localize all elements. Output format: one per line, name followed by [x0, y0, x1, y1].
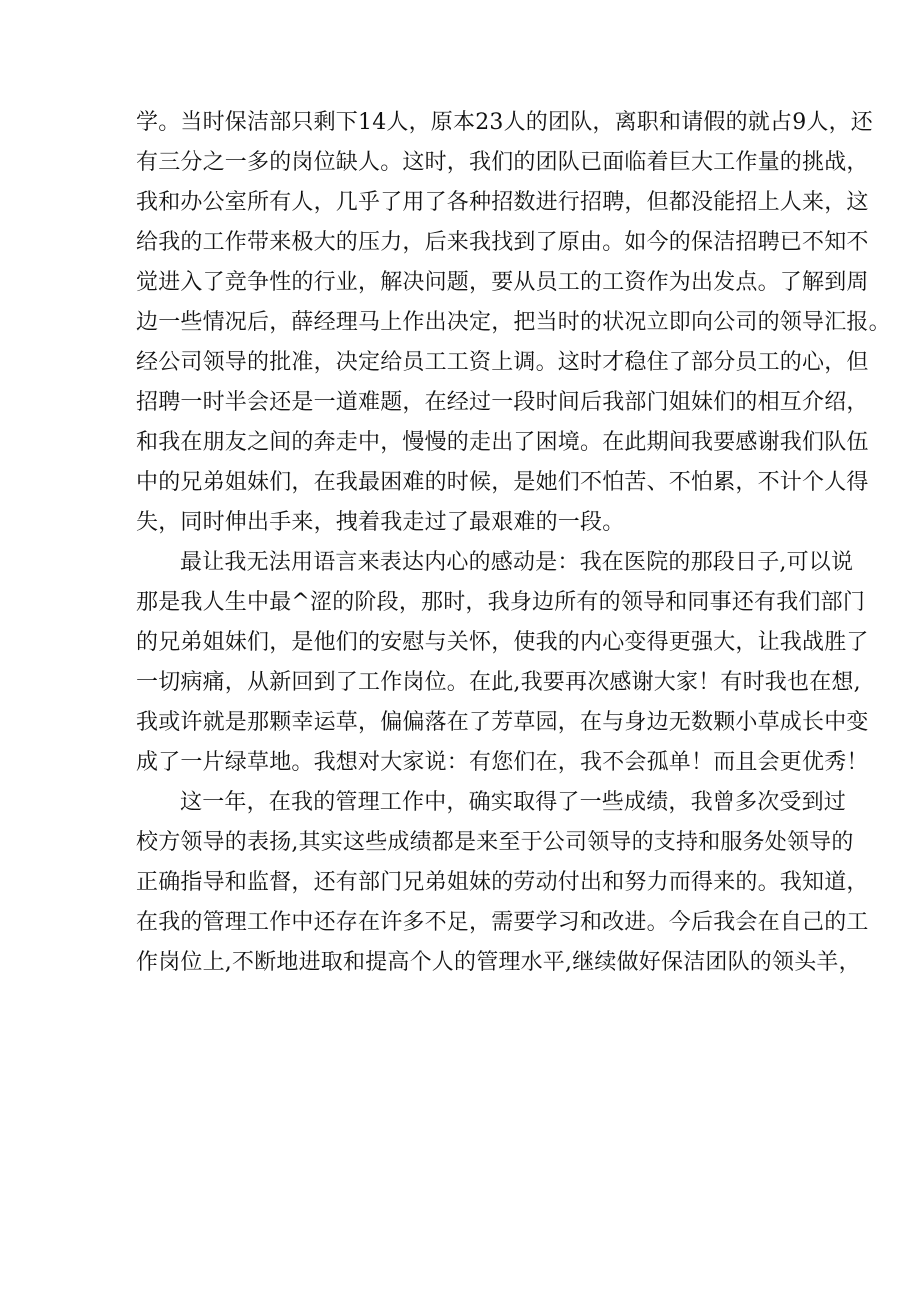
text-line: 正确指导和监督，还有部门兄弟姐妹的劳动付出和努力而得来的。我知道， — [136, 870, 869, 895]
text-line: 一切病痛，从新回到了工作岗位。在此,我要再次感谢大家！有时我也在想, — [136, 670, 861, 695]
text-line: 失，同时伸出手来，拽着我走过了最艰难的一段。 — [136, 510, 625, 535]
document-body — [136, 103, 891, 983]
text-line: 的兄弟姐妹们，是他们的安慰与关怀，使我的内心变得更强大，让我战胜了 — [136, 630, 869, 655]
text-line: 招聘一时半会还是一道难题，在经过一段时间后我部门姐妹们的相互介绍， — [136, 390, 869, 415]
text-line: 学。当时保洁部只剩下14人，原本23人的团队，离职和请假的就占9人，还 — [136, 110, 873, 135]
text-line: 中的兄弟姐妹们，在我最困难的时候，是她们不怕苦、不怕累，不计个人得 — [136, 470, 869, 495]
text-line: 那是我人生中最^涩的阶段，那时，我身边所有的领导和同事还有我们部门 — [136, 590, 866, 615]
text-line: 在我的管理工作中还存在许多不足，需要学习和改进。今后我会在自己的工 — [136, 910, 869, 935]
text-line: 成了一片绿草地。我想对大家说：有您们在，我不会孤单！而且会更优秀！ — [136, 750, 869, 775]
text-line: 最让我无法用语言来表达内心的感动是：我在医院的那段日子,可以说 — [180, 550, 854, 575]
text-line: 边一些情况后，薛经理马上作出决定，把当时的状况立即向公司的领导汇报。 — [136, 310, 891, 335]
text-line: 校方领导的表扬,其实这些成绩都是来至于公司领导的支持和服务处领导的 — [136, 830, 854, 855]
paragraph-2 — [136, 543, 869, 783]
text-line: 我和办公室所有人，几乎了用了各种招数进行招聘，但都没能招上人来，这 — [136, 190, 869, 215]
text-line: 我或许就是那颗幸运草，偏偏落在了芳草园，在与身边无数颗小草成长中变 — [136, 710, 869, 735]
paragraph-3 — [136, 783, 869, 983]
text-line: 这一年，在我的管理工作中，确实取得了一些成绩，我曾多次受到过 — [180, 790, 847, 815]
text-line: 给我的工作带来极大的压力，后来我找到了原由。如今的保洁招聘已不知不 — [136, 230, 869, 255]
paragraph-1 — [136, 103, 891, 543]
text-line: 有三分之一多的岗位缺人。这时，我们的团队已面临着巨大工作量的挑战， — [136, 150, 869, 175]
text-line: 和我在朋友之间的奔走中，慢慢的走出了困境。在此期间我要感谢我们队伍 — [136, 430, 869, 455]
text-line: 经公司领导的批准，决定给员工工资上调。这时才稳住了部分员工的心，但 — [136, 350, 869, 375]
text-line: 觉进入了竞争性的行业，解决问题，要从员工的工资作为出发点。了解到周 — [136, 270, 869, 295]
text-line: 作岗位上,不断地进取和提高个人的管理水平,继续做好保洁团队的领头羊， — [136, 950, 861, 975]
